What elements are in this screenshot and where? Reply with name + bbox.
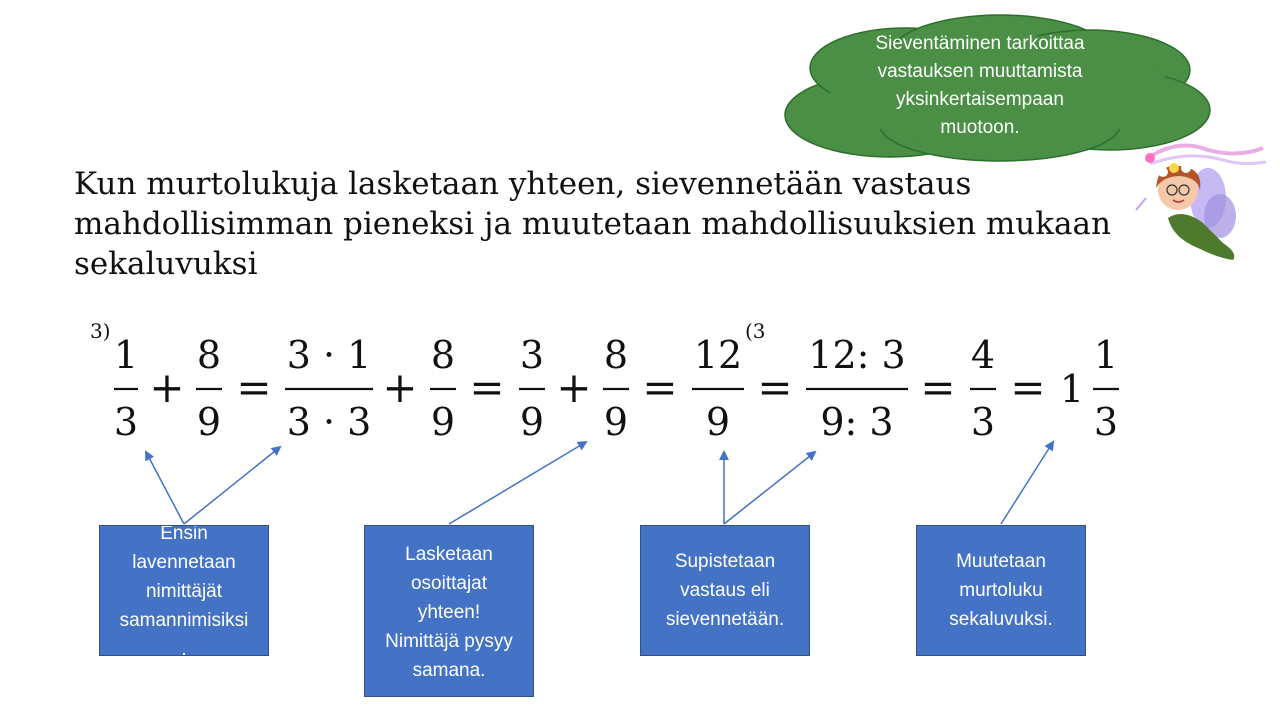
equals-sign: = xyxy=(1010,363,1046,412)
expand-mark: 3) xyxy=(90,319,111,343)
arrow xyxy=(1001,442,1053,524)
arrow xyxy=(724,452,815,524)
box-line: sievennetään. xyxy=(665,609,785,630)
plus-sign: + xyxy=(382,363,418,412)
fraction-numerator: 12 xyxy=(693,333,743,377)
explanation-box-add xyxy=(364,525,534,697)
explanation-box-expand xyxy=(99,525,269,656)
fraction-denominator: 9 xyxy=(196,400,222,444)
heading-line: mahdollisimman pieneksi ja muutetaan mahdollisuuksien mukaan xyxy=(74,206,1111,242)
box-line: yhteen! xyxy=(417,602,481,623)
explanation-box-reduce xyxy=(640,525,810,656)
reduce-mark: (3 xyxy=(745,319,766,343)
fraction-denominator: 3 xyxy=(970,400,996,444)
box-line: . xyxy=(181,639,187,656)
box-line: vastaus eli xyxy=(680,580,770,601)
cloud-line: Sieventäminen tarkoittaa xyxy=(875,33,1085,54)
box-line: murtoluku xyxy=(959,580,1043,601)
fraction-numerator: 8 xyxy=(603,333,629,377)
fraction-numerator: 8 xyxy=(430,333,456,377)
plus-sign: + xyxy=(149,363,185,412)
fraction-numerator: 8 xyxy=(196,333,222,377)
plus-sign: + xyxy=(556,363,592,412)
box-line: samana. xyxy=(412,660,486,681)
equals-sign: = xyxy=(920,363,956,412)
fraction-denominator: 3 xyxy=(113,400,139,444)
fraction-numerator: 3 xyxy=(519,333,545,377)
fraction-denominator: 9 xyxy=(430,400,456,444)
heading-line: sekaluvuksi xyxy=(74,246,258,282)
fraction-numerator: 12: 3 xyxy=(808,333,906,377)
box-line: nimittäjät xyxy=(145,581,223,602)
box-line: Ensin xyxy=(160,525,208,544)
heading-line: Kun murtolukuja lasketaan yhteen, sievennetään vastaus xyxy=(74,166,972,202)
cloud-line: muotoon. xyxy=(940,117,1020,138)
box-line: sekaluvuksi. xyxy=(949,609,1053,630)
box-line: lavennetaan xyxy=(132,552,236,573)
box-line: Lasketaan xyxy=(405,544,493,565)
fraction-numerator: 3 · 1 xyxy=(286,333,372,377)
arrow xyxy=(146,452,184,524)
box-line: Muutetaan xyxy=(956,551,1046,572)
arrow xyxy=(449,442,586,524)
box-line: samannimisiksi xyxy=(119,610,249,631)
fraction-numerator: 1 xyxy=(113,333,139,377)
fraction-numerator: 4 xyxy=(970,333,996,377)
box-line: Supistetaan xyxy=(674,551,776,572)
fraction-denominator: 3 · 3 xyxy=(286,400,372,444)
equals-sign: = xyxy=(236,363,272,412)
equals-sign: = xyxy=(469,363,505,412)
fraction-denominator: 3 xyxy=(1093,400,1119,444)
cloud-line: yksinkertaisempaan xyxy=(896,89,1064,110)
equals-sign: = xyxy=(642,363,678,412)
whole-number: 1 xyxy=(1059,367,1085,411)
fraction-denominator: 9 xyxy=(519,400,545,444)
fraction-numerator: 1 xyxy=(1093,333,1119,377)
equals-sign: = xyxy=(757,363,793,412)
fraction-denominator: 9 xyxy=(603,400,629,444)
box-line: Nimittäjä pysyy xyxy=(385,631,513,652)
fraction-denominator: 9: 3 xyxy=(820,400,894,444)
arrow xyxy=(184,447,280,524)
explanation-box-mixed xyxy=(916,525,1086,656)
fraction-denominator: 9 xyxy=(705,400,731,444)
box-line: osoittajat xyxy=(410,573,488,594)
cloud-line: vastauksen muuttamista xyxy=(877,61,1083,82)
